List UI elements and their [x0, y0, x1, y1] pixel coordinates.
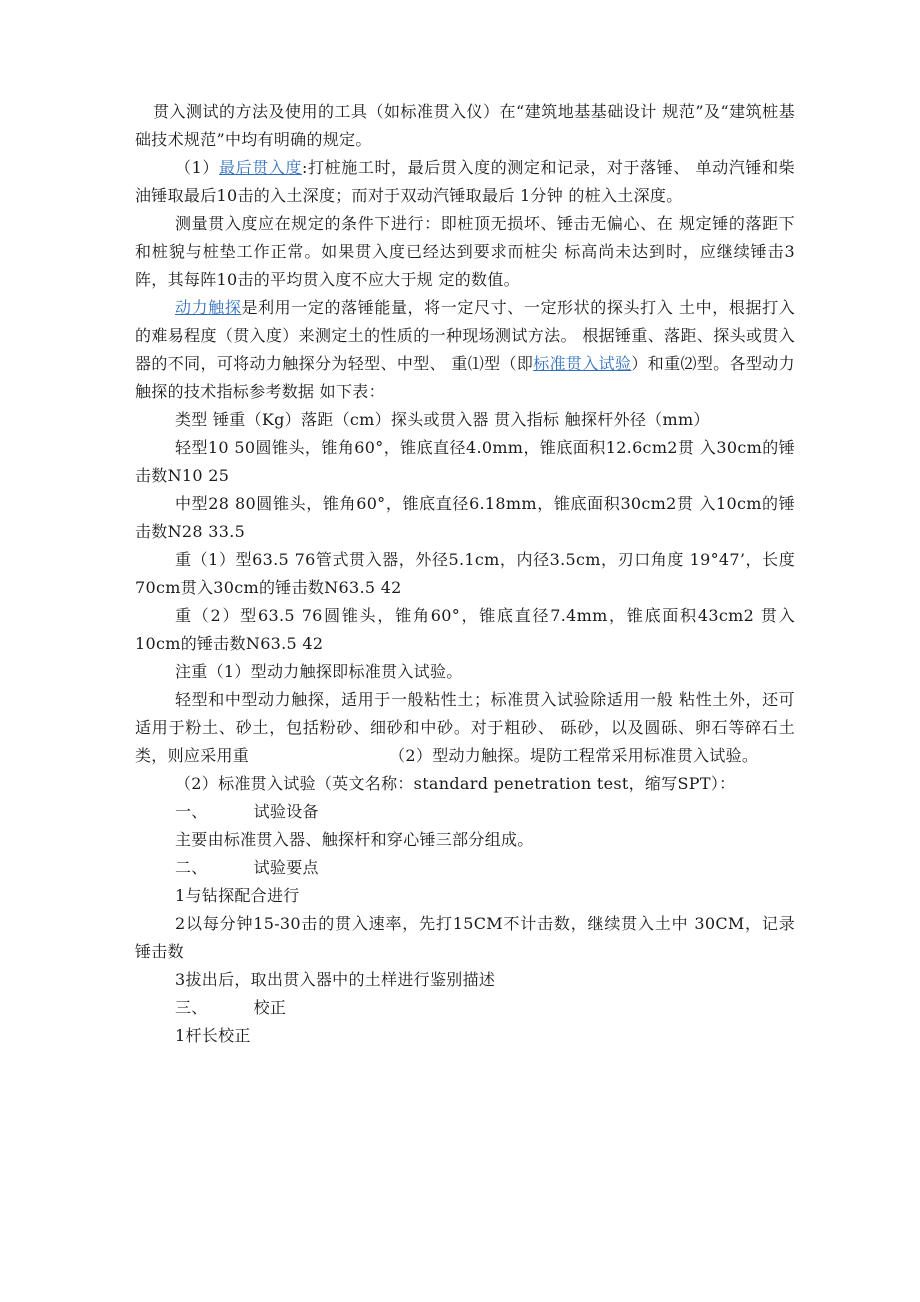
- paragraph-applicability: [135, 686, 795, 770]
- list-item: 3拔出后，取出贯入器中的土样进行鉴别描述: [175, 970, 496, 989]
- paragraph-text: :打桩施工时，最后贯入度的测定和记录，对于落锤、 单动汽锤和柴油锤取最后10击的入土深度；而对于双动汽锤取最后 1分钟 的桩入土深度。: [135, 158, 795, 205]
- link-standard-penetration-test[interactable]: 标准贯入试验: [533, 354, 632, 373]
- paragraph-intro: 贯入测试的方法及使用的工具（如标准贯入仪）在“建筑地基基础设计 规范”及“建筑桩基础技术规范”中均有明确的规定。: [135, 102, 795, 149]
- list-item: 2以每分钟15-30击的贯入速率，先打15CM不计击数，继续贯入土中 30CM，记录锤击数: [135, 914, 795, 961]
- section-heading-equipment: [135, 798, 795, 826]
- table-header-line: 类型 锤重（Kg）落距（cm）探头或贯入器 贯入指标 触探杆外径（mm）: [175, 410, 710, 429]
- section-title: 试验要点: [253, 858, 319, 877]
- list-item: 1与钻探配合进行: [175, 886, 300, 905]
- paragraph-text: （2）型动力触探。堤防工程常采用标准贯入试验。: [389, 746, 759, 765]
- section-body-equipment: 主要由标准贯入器、触探杆和穿心锤三部分组成。: [175, 830, 534, 849]
- paragraph-dynamic-probing: [135, 294, 795, 406]
- table-row-light: 轻型10 50圆锥头，锥角60°，锥底直径4.0mm，锥底面积12.6cm2贯 入30cm的锤击数N10 25: [135, 438, 795, 485]
- paragraph-measurement: 测量贯入度应在规定的条件下进行：即桩顶无损坏、锤击无偏心、在 规定锤的落距下和桩貌与桩垫工作正常。如果贯入度已经达到要求而桩尖 标高尚未达到时，应继续锤击3阵，其每阵10击的平均贯入度不应大于规 定的数值。: [135, 214, 795, 289]
- section-title: 试验设备: [253, 802, 319, 821]
- table-row-heavy-1: 重（1）型63.5 76管式贯入器，外径5.1cm，内径3.5cm，刃口角度 19°47’，长度70cm贯入30cm的锤击数N63.5 42: [135, 550, 795, 597]
- paragraph-number: （1）: [175, 158, 219, 177]
- link-dynamic-probing[interactable]: 动力触探: [175, 298, 242, 317]
- section-heading-correction: [135, 994, 795, 1022]
- paragraph-spt-title: （2）标准贯入试验（英文名称：standard penetration test，缩写SPT）：: [175, 774, 736, 793]
- section-heading-key-points: [135, 854, 795, 882]
- paragraph-final-penetration: [135, 154, 795, 210]
- paragraph-text: 轻型和中型动力触探，适用于一般粘性土；标准贯入试验除适用一般 粘性土外，还可适用于粉土、砂土，包括粉砂、细砂和中砂。对于粗砂、 砾砂，以及圆砾、卵石等碎石土类，则应采用重: [135, 690, 795, 765]
- section-number: 一、: [175, 802, 208, 821]
- table-row-heavy-2: 重（2）型63.5 76圆锥头，锥角60°，锥底直径7.4mm，锥底面积43cm2 贯入10cm的锤击数N63.5 42: [135, 606, 795, 653]
- link-final-penetration[interactable]: 最后贯入度: [219, 158, 303, 177]
- document-page: [135, 98, 795, 1050]
- paragraph-text: ）和重⑵型。各型动力触探的技术指标参考数据 如下表：: [135, 354, 795, 401]
- section-title: 校正: [253, 998, 287, 1017]
- table-row-medium: 中型28 80圆锥头，锥角60°，锥底直径6.18mm，锥底面积30cm2贯 入10cm的锤击数N28 33.5: [135, 494, 795, 541]
- paragraph-text: 是利用一定的落锤能量，将一定尺寸、一定形状的探头打入 土中，根据打入的难易程度（贯入度）来测定土的性质的一种现场测试方法。 根据锤重、落距、探头或贯入器的不同，可将动力触探分为轻型、中型、 重⑴型（即: [135, 298, 795, 373]
- table-note: 注重（1）型动力触探即标准贯入试验。: [175, 662, 463, 681]
- section-number: 二、: [175, 858, 208, 877]
- section-number: 三、: [175, 998, 208, 1017]
- list-item: 1杆长校正: [175, 1026, 251, 1045]
